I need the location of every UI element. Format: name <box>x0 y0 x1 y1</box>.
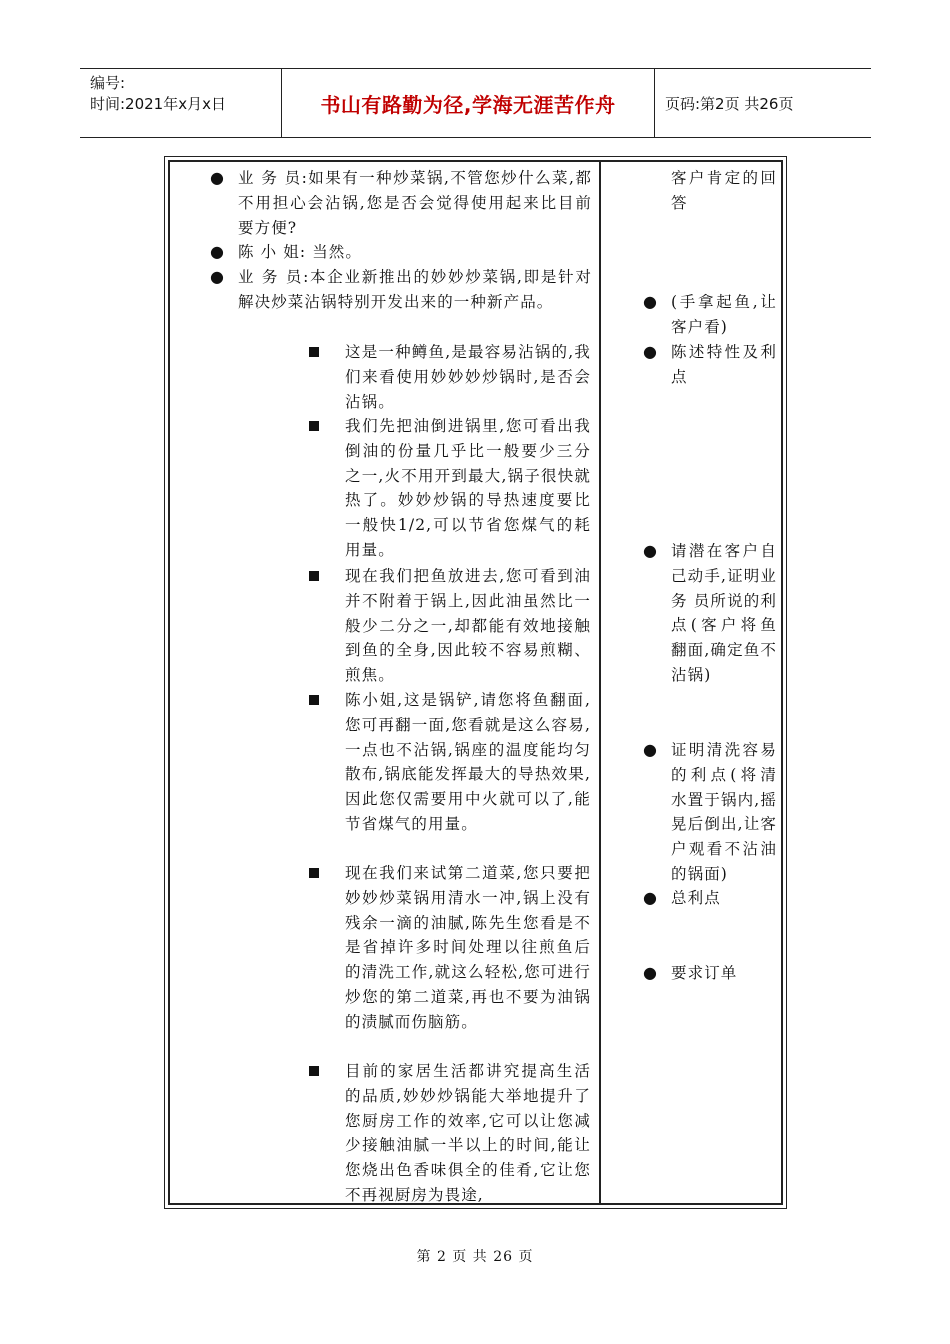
dialogue-text: 陈 小 姐: 当然。 <box>238 243 363 261</box>
document-number-label: 编号: <box>90 74 126 92</box>
side-note <box>643 539 777 688</box>
table-frame <box>168 160 783 1205</box>
side-note-text: 陈述特性及利点 <box>671 343 777 386</box>
dialogue-text: 业 务 员:如果有一种炒菜锅,不管您炒什么菜,都不用担心会沾锅,您是否会觉得使用起来比目前要方便? <box>238 169 592 237</box>
header-page-info: 页码:第2页 共26页 <box>665 94 794 113</box>
header-motto: 书山有路勤为径,学海无涯苦作舟 <box>282 69 655 137</box>
side-note-continued: 客户肯定的回答 <box>671 169 777 212</box>
bullet-icon: ● <box>643 963 659 982</box>
bullet-icon: ● <box>210 267 226 286</box>
sales-script-table <box>164 156 787 1209</box>
side-note <box>643 340 777 390</box>
square-bullet-icon <box>309 347 319 357</box>
sub-point-text: 陈小姐,这是锅铲,请您将鱼翻面,您可再翻一面,您看就是这么容易,一点也不沾锅,锅座的温度能均匀散布,锅底能发挥最大的导热效果,因此您仅需要用中火就可以了,能节省煤气的用量。 <box>345 691 591 833</box>
square-bullet-icon <box>309 571 319 581</box>
bullet-icon: ● <box>643 342 659 361</box>
bullet-icon: ● <box>643 888 659 907</box>
bullet-icon: ● <box>643 541 659 560</box>
page-footer: 第 2 页 共 26 页 <box>416 1249 534 1265</box>
square-bullet-icon <box>309 421 319 431</box>
sub-point <box>345 340 591 414</box>
sub-point-text: 现在我们来试第二道菜,您只要把妙妙炒菜锅用清水一冲,锅上没有残余一滴的油腻,陈先生您看是不是省掉许多时间处理以往煎鱼后的清洗工作,就这么轻松,您可进行炒您的第二道菜,再也不要为油锅的渍腻而伤脑筋。 <box>345 864 591 1031</box>
side-note <box>643 290 777 340</box>
side-note-text: 总利点 <box>671 889 721 907</box>
dialogue-column <box>170 162 601 1203</box>
bullet-icon: ● <box>210 168 226 187</box>
square-bullet-icon <box>309 1066 319 1076</box>
sub-point <box>345 414 591 563</box>
dialogue-item <box>210 166 592 240</box>
document-date: 时间:2021年x月x日 <box>90 95 226 113</box>
dialogue-item <box>210 265 592 315</box>
square-bullet-icon <box>309 868 319 878</box>
sub-point <box>345 688 591 837</box>
sub-point <box>345 564 591 688</box>
square-bullet-icon <box>309 695 319 705</box>
side-note <box>643 738 777 887</box>
sub-point <box>345 1059 591 1208</box>
sub-point-text: 我们先把油倒进锅里,您可看出我倒油的份量几乎比一般要少三分之一,火不用开到最大,锅子很快就热了。妙妙炒锅的导热速度要比一般快1/2,可以节省您煤气的耗用量。 <box>345 417 591 559</box>
bullet-icon: ● <box>210 242 226 261</box>
side-note-text: (手拿起鱼,让客户看) <box>671 293 777 336</box>
bullet-icon: ● <box>643 740 659 759</box>
side-note-text: 要求订单 <box>671 964 738 982</box>
side-note-text: 证明清洗容易的利点(将清水置于锅内,摇晃后倒出,让客户观看不沾油的锅面) <box>671 741 777 883</box>
dialogue-item <box>210 240 592 265</box>
page-header <box>80 68 871 138</box>
header-meta <box>80 69 282 137</box>
side-note <box>643 961 777 986</box>
side-note <box>643 886 777 911</box>
notes-column <box>601 162 781 1203</box>
sub-point-text: 目前的家居生活都讲究提高生活的品质,妙妙炒锅能大举地提升了您厨房工作的效率,它可以让您减少接触油腻一半以上的时间,能让您烧出色香味俱全的佳肴,它让您不再视厨房为畏途, <box>345 1062 591 1204</box>
sub-point-text: 现在我们把鱼放进去,您可看到油并不附着于锅上,因此油虽然比一般少二分之一,却都能有效地接触到鱼的全身,因此较不容易煎糊、煎焦。 <box>345 567 591 685</box>
side-note-text: 请潜在客户自己动手,证明业 务 员所说的利点(客户将鱼翻面,确定鱼不沾锅) <box>671 542 777 684</box>
sub-point <box>345 861 591 1035</box>
bullet-icon: ● <box>643 292 659 311</box>
dialogue-text: 业 务 员:本企业新推出的妙妙炒菜锅,即是针对解决炒菜沾锅特别开发出来的一种新产品。 <box>238 268 592 311</box>
sub-point-text: 这是一种鳟鱼,是最容易沾锅的,我们来看使用妙妙妙炒锅时,是否会沾锅。 <box>345 343 591 411</box>
